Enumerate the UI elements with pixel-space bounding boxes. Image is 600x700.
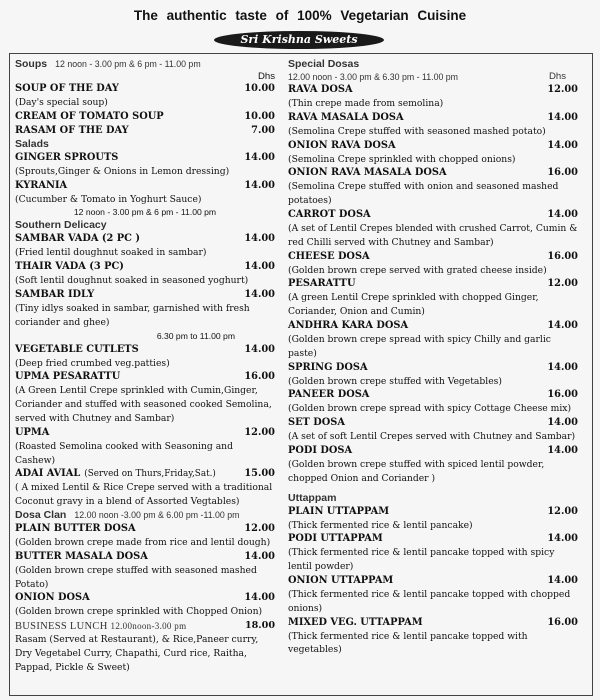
item-name: PODI DOSA [288,444,353,456]
item-description: (Golden brown crepe sprinkled with Chopped Onion) [15,606,263,618]
menu-item [15,260,275,274]
item-name: PLAIN UTTAPPAM [288,505,390,517]
item-price: 12.00 [547,84,578,95]
item-name: SAMBAR IDLY [15,288,95,300]
menu-item [288,388,578,402]
item-description: (Golden brown crepe stuffed with seasoned mashed Potato) [15,564,257,590]
item-name: CREAM OF TOMATO SOUP [15,110,164,122]
item-price: 14.00 [244,288,275,300]
business-lunch-row [15,619,275,633]
brand-logo: Sri Krishna Sweets [214,31,384,49]
menu-item [288,208,578,222]
item-price: 14.00 [244,343,275,355]
menu-item [15,232,275,246]
menu-item [15,343,275,357]
item-price: 14.00 [547,533,578,545]
item-price: 7.00 [251,124,275,136]
item-price: 14.00 [244,233,275,245]
item-price: 14.00 [244,179,275,191]
item-description: (Golden brown crepe made from rice and lentil dough) [15,536,271,548]
item-name: UPMA PESARATTU [15,371,121,383]
item-description: (Roasted Semolina cooked with Seasoning and Cashew) [15,440,233,466]
item-description: (Cucumber & Tomato in Yoghurt Sauce) [15,193,202,205]
item-price: 16.00 [547,616,578,628]
item-description: (Golden brown crepe spread with spicy Chilly and garlic paste) [288,333,551,359]
item-price: 14.00 [547,361,578,373]
item-description: (Thick fermented rice & lentil pancake topped with vegetables) [288,630,528,656]
menu-item [288,532,578,546]
section-title: Salads [15,137,49,150]
menu-item [15,467,275,481]
section-title: Uttappam [288,491,337,504]
item-price: 14.00 [244,550,275,562]
item-price: 16.00 [244,371,275,383]
item-price: 14.00 [547,417,578,429]
item-name: SOUP OF THE DAY [15,83,119,94]
menu-item [15,591,275,605]
menu-item [15,522,275,536]
item-description: (A set of Lentil Crepes blended with crushed Carrot, Cumin & red Chilli served with Chutney and Sambar) [288,222,578,248]
currency-label: Dhs [548,71,566,82]
menu-item [15,426,275,440]
item-price: 18.00 [244,620,275,632]
item-price: 16.00 [547,389,578,401]
menu-item [15,370,275,384]
item-price: 14.00 [547,208,578,220]
item-name: RASAM OF THE DAY [15,124,129,136]
menu-item [288,574,578,588]
item-price: 14.00 [547,139,578,151]
currency-label: Dhs [257,71,275,82]
section-title: Special Dosas [288,58,360,70]
menu-item [288,83,578,97]
item-description: (Thin crepe made from semolina) [288,98,444,109]
menu-item [288,616,578,630]
item-name: MIXED VEG. UTTAPPAM [288,616,423,628]
item-price: 12.00 [547,505,578,517]
business-lunch-time: 12.00noon-3.00 pm [110,621,187,632]
item-name: RAVA DOSA [288,84,353,95]
item-price: 12.00 [244,522,275,534]
item-description: (Golden brown crepe spread with spicy Cottage Cheese mix) [288,403,572,415]
item-description: (Semolina Crepe stuffed with onion and seasoned mashed potatoes) [288,181,559,207]
item-price: 14.00 [547,444,578,456]
item-description: (A set of soft Lentil Crepes served with Chutney and Sambar) [288,431,576,443]
item-name: CARROT DOSA [288,208,371,220]
item-name: ADAI AVIAL [15,468,81,480]
item-description: (Day's special soup) [15,97,108,108]
item-description: (Golden brown crepe stuffed with spiced lentil powder, chopped Onion and Coriander ) [288,458,545,484]
menu-item [15,110,275,124]
item-price: 16.00 [547,167,578,179]
menu-item [15,82,275,96]
tagline: The authentic taste of 100% Vegetarian Cuisine [133,8,467,23]
menu-item [288,444,578,458]
item-name: ONION DOSA [15,592,90,604]
special-dosas-header [288,58,578,71]
section-title: Southern Delicacy [15,219,107,232]
section-time: 12.00 noon -3.00 pm & 6.00 pm -11.00 pm [74,509,240,520]
menu-item [288,505,578,519]
special-dosas-time-row [288,71,578,83]
menu-item [15,550,275,564]
menu-item [288,416,578,430]
item-description: (Golden brown crepe served with grated cheese inside) [288,264,547,276]
right-column [288,58,578,657]
uttappam-header [288,492,578,505]
item-price: 15.00 [244,468,275,480]
item-name: PODI UTTAPPAM [288,533,383,545]
item-price: 10.00 [244,110,275,122]
menu-item [288,166,578,180]
item-name: VEGETABLE CUTLETS [15,343,139,355]
item-description: (Semolina Crepe sprinkled with chopped onions) [288,153,516,165]
section-title: Dosa Clan [15,508,67,521]
menu-item [288,111,578,125]
item-price: 12.00 [244,426,275,438]
item-name: KYRANIA [15,179,68,191]
item-price: 14.00 [547,574,578,586]
salads-header [15,138,275,151]
time-note: 12 noon - 3.00 pm & 6 pm - 11.00 pm [73,207,217,218]
menu-item [15,124,275,138]
item-price: 14.00 [244,261,275,273]
item-name: PESARATTU [288,278,356,290]
item-description: (A green Lentil Crepe sprinkled with chopped Ginger, Coriander, Onion and Cumin) [288,292,539,318]
menu-item [288,139,578,153]
left-column [15,58,275,675]
time-note: 6.30 pm to 11.00 pm [156,330,235,341]
item-name: GINGER SPROUTS [15,151,119,163]
item-price: 16.00 [547,250,578,262]
item-price: 12.00 [547,278,578,290]
item-name: SAMBAR VADA (2 PC ) [15,233,140,245]
section-time: 12.00 noon - 3.00 pm & 6.30 pm - 11.00 pm [288,72,459,82]
item-name: UPMA [15,426,50,438]
item-description: (Soft lentil doughnut soaked in seasoned yoghurt) [15,275,249,287]
item-description: (A Green Lentil Crepe sprinkled with Cumin,Ginger, Coriander and stuffed with seasoned cooked Semolina, served with Chutney and Sambar) [15,385,272,424]
section-title: Soups [15,58,48,70]
item-description: (Semolina Crepe stuffed with seasoned mashed potato) [288,125,546,137]
soups-header [15,58,275,71]
item-description: ( A mixed Lentil & Rice Crepe served with a traditional Coconut gravy in a blend of Assorted Vegtables) [15,482,273,508]
menu-item [288,319,578,333]
menu-item [15,288,275,302]
item-description: (Thick fermented rice & lentil pancake topped with chopped onions) [288,588,571,614]
item-description: (Golden brown crepe stuffed with Vegetables) [288,375,502,387]
menu-item [15,151,275,165]
item-description: (Sprouts,Ginger & Onions in Lemon dressing) [15,165,230,177]
item-name: RAVA MASALA DOSA [288,111,404,123]
business-lunch-desc: Rasam (Served at Restaurant), & Rice,Paneer curry, Dry Vegetabel Curry, Chapathi, Curd rice, Raitha, Pappad, Pickle & Sweet) [15,634,259,673]
section-time: 12 noon - 3.00 pm & 6 pm - 11.00 pm [55,59,201,69]
item-name: THAIR VADA (3 PC) [15,261,124,273]
item-description: (Deep fried crumbed veg.patties) [15,357,170,369]
item-name: ONION UTTAPPAM [288,574,394,586]
item-price: 14.00 [547,111,578,123]
item-name: SPRING DOSA [288,361,368,373]
menu-item [288,250,578,264]
item-description: (Thick fermented rice & lentil pancake topped with spicy lentil powder) [288,547,555,573]
menu-item [15,179,275,193]
item-name: BUTTER MASALA DOSA [15,550,148,562]
southern-header [15,219,275,232]
menu-item [288,277,578,291]
business-lunch-name: BUSINESS LUNCH [15,621,108,633]
item-name: SET DOSA [288,417,345,429]
item-price: 10.00 [244,83,275,94]
item-name: PLAIN BUTTER DOSA [15,522,136,534]
item-price: 14.00 [547,319,578,331]
item-price: 14.00 [244,592,275,604]
item-name: ANDHRA KARA DOSA [288,319,409,331]
item-name: ONION RAVA DOSA [288,139,396,151]
item-price: 14.00 [244,151,275,163]
item-name: PANEER DOSA [288,389,370,401]
item-name: ONION RAVA MASALA DOSA [288,167,447,179]
item-name: CHEESE DOSA [288,250,370,262]
item-description: (Fried lentil doughnut soaked in sambar) [15,247,207,259]
dosa-clan-header [15,509,275,522]
menu-item [288,361,578,375]
item-name-note: (Served on Thurs,Friday,Sat.) [84,469,216,480]
item-description: (Tiny idlys soaked in sambar, garnished with fresh coriander and ghee) [15,302,250,328]
item-description: (Thick fermented rice & lentil pancake) [288,519,473,531]
